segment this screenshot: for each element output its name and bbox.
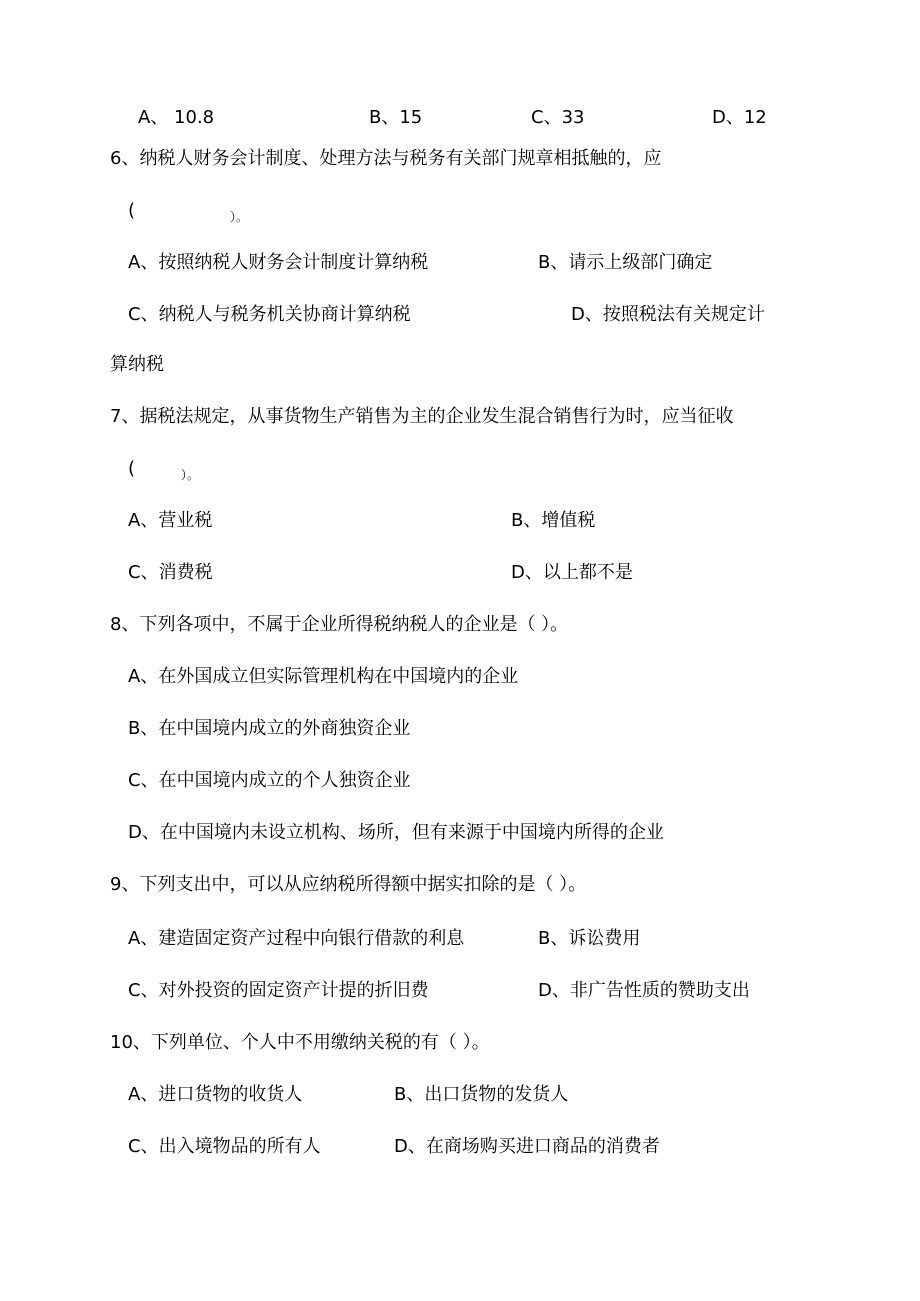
question-6-option-d: D、按照税法有关规定计 <box>571 304 765 325</box>
question-7-option-a: A、营业税 <box>128 510 213 531</box>
question-8-option-d: D、在中国境内未设立机构、场所，但有来源于中国境内所得的企业 <box>128 822 664 843</box>
question-9-stem: 9、下列支出中，可以从应纳税所得额中据实扣除的是（ ）。 <box>110 874 587 895</box>
question-10-option-d: D、在商场购买进口商品的消费者 <box>394 1136 660 1157</box>
question-6-option-c: C、纳税人与税务机关协商计算纳税 <box>128 304 411 325</box>
question-8-stem: 8、下列各项中，不属于企业所得税纳税人的企业是（ ）。 <box>110 614 569 635</box>
question-7-option-b: B、增值税 <box>511 510 596 531</box>
question-9-option-d: D、非广告性质的赞助支出 <box>538 980 750 1001</box>
question-6-stem: 6、纳税人财务会计制度、处理方法与税务有关部门规章相抵触的，应 <box>110 148 662 169</box>
question-7-option-c: C、消费税 <box>128 562 213 583</box>
question-6-blank-open: ( <box>128 200 136 221</box>
question-8-option-b: B、在中国境内成立的外商独资企业 <box>128 718 411 739</box>
question-6-option-a: A、按照纳税人财务会计制度计算纳税 <box>128 252 429 273</box>
question-7-blank-close: ）。 <box>181 468 200 482</box>
option-a: A、 10.8 <box>138 107 215 128</box>
question-7-blank-open: ( <box>128 458 136 479</box>
question-9-option-b: B、诉讼费用 <box>538 928 641 949</box>
question-6-blank-close: ）。 <box>230 210 249 224</box>
question-8-option-a: A、在外国成立但实际管理机构在中国境内的企业 <box>128 666 519 687</box>
question-7-option-d: D、以上都不是 <box>511 562 633 583</box>
question-10-option-c: C、出入境物品的所有人 <box>128 1136 321 1157</box>
question-9-option-a: A、建造固定资产过程中向银行借款的利息 <box>128 928 465 949</box>
question-6-option-b: B、请示上级部门确定 <box>538 252 713 273</box>
question-7-stem: 7、据税法规定，从事货物生产销售为主的企业发生混合销售行为时，应当征收 <box>110 406 734 427</box>
question-8-option-c: C、在中国境内成立的个人独资企业 <box>128 770 411 791</box>
question-9-option-c: C、对外投资的固定资产计提的折旧费 <box>128 980 429 1001</box>
option-b: B、15 <box>369 107 423 128</box>
option-c: C、33 <box>531 107 585 128</box>
question-10-stem: 10、下列单位、个人中不用缴纳关税的有（ ）。 <box>110 1032 490 1053</box>
question-6-option-d-continued: 算纳税 <box>110 354 164 375</box>
question-10-option-b: B、出口货物的发货人 <box>394 1084 569 1105</box>
option-d: D、12 <box>712 107 767 128</box>
question-10-option-a: A、进口货物的收货人 <box>128 1084 303 1105</box>
